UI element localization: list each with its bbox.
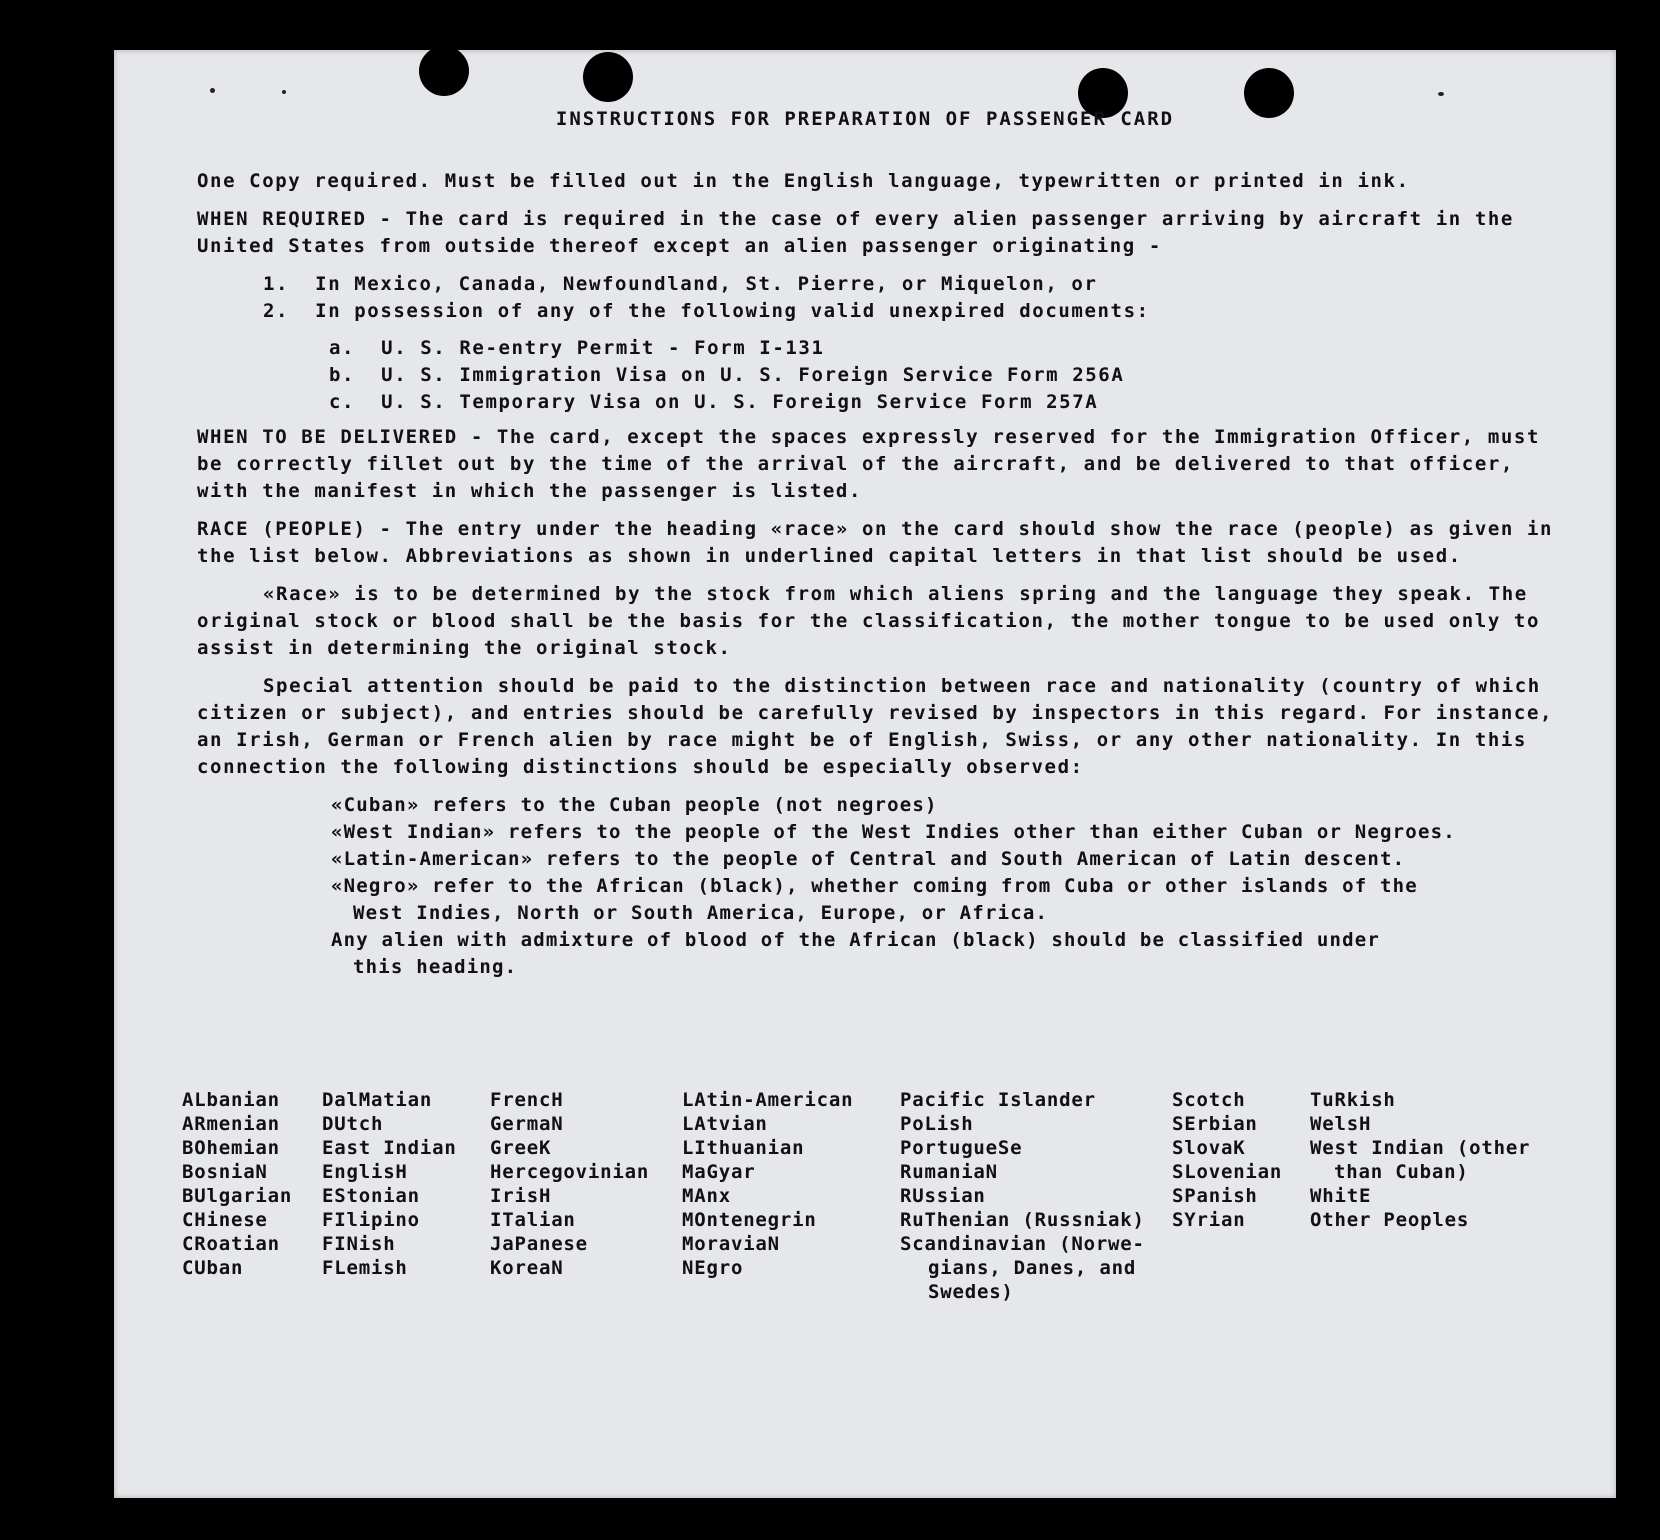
race-column-1 xyxy=(182,1088,292,1280)
race-entry: SLovenian xyxy=(1172,1161,1283,1183)
race-entry: WelsH xyxy=(1310,1113,1372,1135)
distinction-note: «West Indian» refers to the people of the West Indies other than either Cuban or Negroes. xyxy=(331,821,1456,843)
race-entry: RUssian xyxy=(900,1185,986,1207)
race-entry: ITalian xyxy=(490,1209,576,1231)
race-column-6 xyxy=(1172,1088,1282,1232)
race-entry: MOntenegrin xyxy=(682,1209,817,1231)
lettered-item: a. U. S. Re-entry Permit - Form I-131 xyxy=(329,337,825,359)
lettered-list xyxy=(329,335,1557,416)
race-entry: MAnx xyxy=(682,1185,731,1207)
race-entry: RumaniaN xyxy=(900,1161,998,1183)
race-determined-paragraph: «Race» is to be determined by the stock from which aliens spring and the language they speak. The original stock or blood shall be the basis for the classification, the mother tongue to be used only to assist in determining the original stock. xyxy=(197,583,1541,659)
race-entry: DUtch xyxy=(322,1113,384,1135)
race-entry: MoraviaN xyxy=(682,1233,780,1255)
race-entry: CHinese xyxy=(182,1209,268,1231)
race-entry: West Indian (other xyxy=(1310,1137,1531,1159)
race-entry: BUlgarian xyxy=(182,1185,293,1207)
lettered-item: b. U. S. Immigration Visa on U. S. Foreign Service Form 256A xyxy=(329,364,1125,386)
intro-paragraph: One Copy required. Must be filled out in the English language, typewritten or printed in ink. xyxy=(197,170,1410,192)
numbered-list xyxy=(263,271,1557,325)
race-entry: PortugueSe xyxy=(900,1137,1023,1159)
race-entry: FLemish xyxy=(322,1257,408,1279)
race-entry: JaPanese xyxy=(490,1233,588,1255)
ink-speck xyxy=(210,88,215,93)
race-entry: TuRkish xyxy=(1310,1089,1396,1111)
race-entry: Scotch xyxy=(1172,1089,1246,1111)
race-entry: NEgro xyxy=(682,1257,744,1279)
ink-speck xyxy=(282,90,286,94)
race-entry: EnglisH xyxy=(322,1161,408,1183)
race-entry: BOhemian xyxy=(182,1137,280,1159)
race-column-2 xyxy=(322,1088,457,1280)
race-entry: CRoatian xyxy=(182,1233,280,1255)
race-entry: SYrian xyxy=(1172,1209,1246,1231)
race-entry: SlovaK xyxy=(1172,1137,1246,1159)
numbered-item: 2. In possession of any of the following valid unexpired documents: xyxy=(263,300,1150,322)
race-entry: East Indian xyxy=(322,1137,457,1159)
race-entry: SErbian xyxy=(1172,1113,1258,1135)
race-entry: PoLish xyxy=(900,1113,974,1135)
distinctions-list xyxy=(331,792,1557,981)
race-column-5 xyxy=(900,1088,1145,1304)
lettered-item: c. U. S. Temporary Visa on U. S. Foreign Service Form 257A xyxy=(329,391,1099,413)
race-entry: IrisH xyxy=(490,1185,552,1207)
race-entry: ARmenian xyxy=(182,1113,280,1135)
race-entry: Pacific Islander xyxy=(900,1089,1096,1111)
punch-hole-2 xyxy=(583,52,633,102)
special-attention-paragraph: Special attention should be paid to the distinction between race and nationality (country of which citizen or subject), and entries should be carefully revised by inspectors in this regard. For instance, an Irish, German or French alien by race might be of English, Swiss, or any other nationality. In this connection the following distinctions should be especially observed: xyxy=(197,675,1554,778)
race-column-4 xyxy=(682,1088,853,1280)
when-required-paragraph: WHEN REQUIRED - The card is required in the case of every alien passenger arriving by aircraft in the United States from outside thereof except an alien passenger originating - xyxy=(197,208,1514,257)
race-entry: Other Peoples xyxy=(1310,1209,1470,1231)
race-entry: CUban xyxy=(182,1257,244,1279)
race-entry: KoreaN xyxy=(490,1257,564,1279)
race-entry: LAtin-American xyxy=(682,1089,854,1111)
race-entry: GreeK xyxy=(490,1137,552,1159)
race-people-paragraph: RACE (PEOPLE) - The entry under the heading «race» on the card should show the race (people) as given in the list below. Abbreviations as shown in underlined capital letters in that list should be used. xyxy=(197,518,1554,567)
punch-hole-1 xyxy=(419,46,469,96)
race-entry: BosniaN xyxy=(182,1161,268,1183)
numbered-item: 1. In Mexico, Canada, Newfoundland, St. Pierre, or Miquelon, or xyxy=(263,273,1098,295)
race-entry: WhitE xyxy=(1310,1185,1372,1207)
race-entry: LIthuanian xyxy=(682,1137,805,1159)
distinction-note: «Cuban» refers to the Cuban people (not negroes) xyxy=(331,794,938,816)
race-entry: MaGyar xyxy=(682,1161,756,1183)
race-entry: LAtvian xyxy=(682,1113,768,1135)
page-title: INSTRUCTIONS FOR PREPARATION OF PASSENGER CARD xyxy=(555,108,1175,130)
race-column-3 xyxy=(490,1088,649,1280)
when-delivered-paragraph: WHEN TO BE DELIVERED - The card, except the spaces expressly reserved for the Immigration Officer, must be correctly fillet out by the time of the arrival of the aircraft, and be delivered to that officer, with the manifest in which the passenger is listed. xyxy=(197,426,1541,502)
race-entry: FrencH xyxy=(490,1089,564,1111)
distinction-note-continued: West Indies, North or South America, Europe, or Africa. xyxy=(353,902,1049,924)
distinction-note: «Negro» refer to the African (black), whether coming from Cuba or other islands of the xyxy=(331,875,1418,897)
instructions-body xyxy=(197,168,1557,981)
distinction-note: «Latin-American» refers to the people of Central and South American of Latin descent. xyxy=(331,848,1406,870)
race-entry: FINish xyxy=(322,1233,396,1255)
race-entry-continued: Swedes) xyxy=(928,1281,1014,1303)
race-entry-continued: than Cuban) xyxy=(1334,1161,1469,1183)
ink-speck xyxy=(1438,92,1444,96)
race-entry-continued: gians, Danes, and xyxy=(928,1257,1137,1279)
race-entry: ALbanian xyxy=(182,1089,280,1111)
race-entry: GermaN xyxy=(490,1113,564,1135)
race-entry: EStonian xyxy=(322,1185,420,1207)
race-column-7 xyxy=(1310,1088,1530,1232)
race-entry: RuThenian (Russniak) xyxy=(900,1209,1145,1231)
race-entry: Hercegovinian xyxy=(490,1161,650,1183)
race-entry: Scandinavian (Norwe- xyxy=(900,1233,1145,1255)
distinction-note: Any alien with admixture of blood of the African (black) should be classified under xyxy=(331,929,1381,951)
race-entry: DalMatian xyxy=(322,1089,433,1111)
race-entry: FIlipino xyxy=(322,1209,420,1231)
document-page xyxy=(114,50,1616,1498)
race-entry: SPanish xyxy=(1172,1185,1258,1207)
distinction-note-continued: this heading. xyxy=(353,956,518,978)
